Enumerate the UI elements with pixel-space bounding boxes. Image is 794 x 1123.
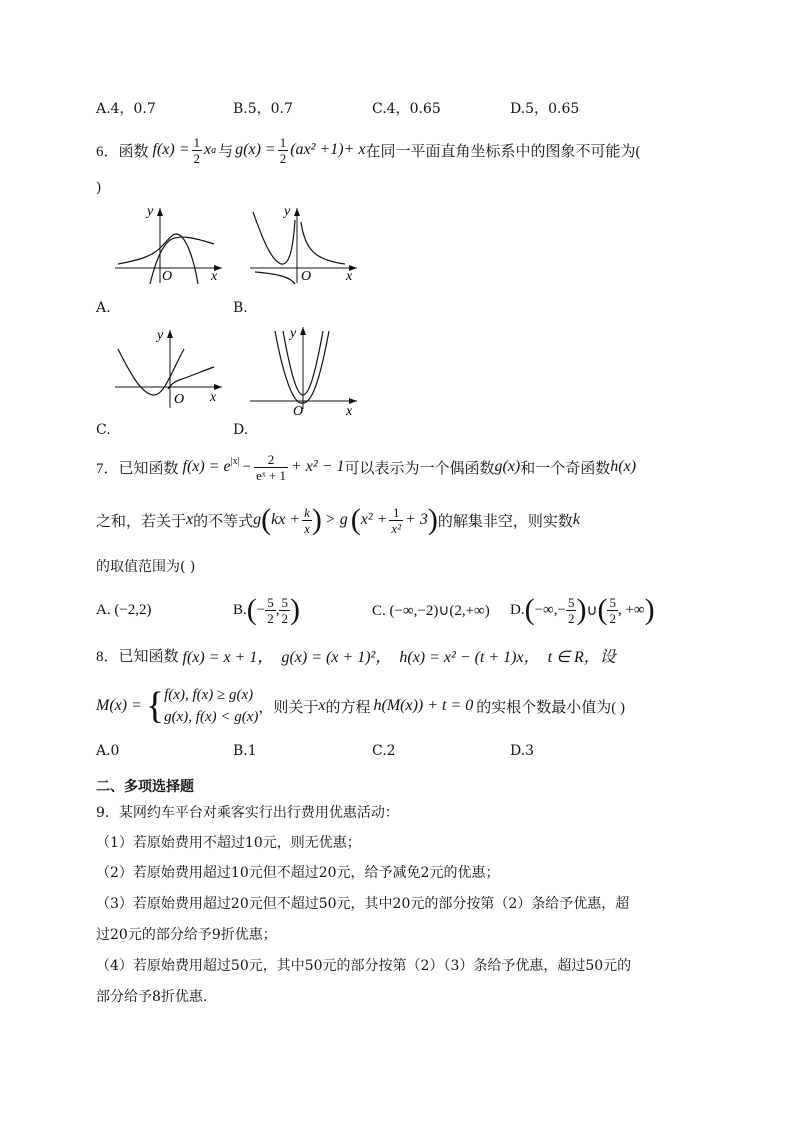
q6-close-paren: ) — [96, 180, 102, 196]
q9-rule3b: 过20元的部分给予9折优惠； — [96, 927, 277, 943]
q9-rule4a: （4）若原始费用超过50元，其中50元的部分按第（2）（3）条给予优惠，超过50元的 — [96, 958, 632, 974]
q7-plus3: + 3 — [405, 511, 428, 528]
q9-rule3a: （3）若原始费用超过20元但不超过50元，其中20元的部分按第（2）条给予优惠，超 — [96, 896, 630, 912]
q5-option-b: B.5，0.7 — [233, 101, 293, 117]
q7-pre: 已知函数 — [118, 460, 179, 477]
q7-gt: > g — [324, 511, 348, 528]
q6-pre: 函数 — [118, 143, 149, 160]
q7-k-frac: $\frac{k}{x}$ — [304, 504, 310, 536]
q7-option-b-frac2: $\frac{5}{2}$ — [281, 594, 288, 626]
graph-b-x-label: x — [346, 269, 353, 284]
graph-d-y-arrow — [300, 327, 306, 335]
q7-option-b-frac1: $\frac{5}{2}$ — [267, 594, 274, 626]
q7-option-d-frac1: $\frac{5}{2}$ — [567, 594, 575, 626]
q8-eq: h(M(x)) + t = 0 — [373, 697, 474, 714]
graph-b-curve-left — [253, 212, 295, 264]
q6-label-c: C. — [96, 422, 111, 438]
q6-g-inner: (ax² +1)+ x — [290, 141, 366, 158]
q8-cases — [164, 684, 258, 728]
q8-post-mid: 的方程 — [325, 699, 371, 716]
q6-number: 6． — [96, 143, 119, 160]
graph-d-x-label: x — [346, 404, 353, 419]
q7-option-c: C. (−∞,−2)∪(2,+∞) — [372, 602, 490, 619]
q7-option-d-frac2: $\frac{5}{2}$ — [609, 594, 616, 626]
graph-c-origin: O — [174, 392, 185, 407]
q9-rule1: （1）若原始费用不超过10元，则无优惠； — [96, 835, 361, 851]
graph-c-x-label: x — [210, 390, 217, 405]
q6-graph-a — [110, 200, 230, 285]
q7-fx-tail: + x² − 1 — [290, 458, 345, 475]
q8-g: g(x) = (x + 1)²， — [281, 648, 392, 666]
q6-f-exp: a — [211, 144, 217, 156]
q6-f-half: $\frac{1}{2}$ — [193, 134, 201, 166]
q6-graph-c — [110, 325, 230, 410]
q6-f-tail: x — [204, 141, 212, 158]
q7-number: 7． — [96, 460, 119, 477]
q8-h: h(x) = x² − (t + 1)x， — [399, 648, 540, 666]
q7-one-frac: $\frac{1}{\text{x²}}$ — [391, 504, 402, 536]
graph-c-curve-line — [168, 367, 214, 389]
graph-a-y-label: y — [147, 204, 154, 219]
graph-b-curve-left-bottom — [255, 272, 295, 284]
q8-f: f(x) = x + 1， — [182, 648, 274, 666]
graph-b-curve-right-top — [301, 222, 345, 264]
q5-option-a: A.4，0.7 — [96, 101, 156, 117]
section-title: 二、多项选择题 — [96, 779, 194, 795]
q8-option-a: A.0 — [96, 743, 120, 759]
q9-rule2: （2）若原始费用超过10元但不超过20元，给予减免2元的优惠； — [96, 865, 500, 881]
graph-d-origin: O — [293, 404, 304, 419]
q9-intro: 9．某网约车平台对乘客实行出行费用优惠活动： — [96, 805, 399, 821]
q7-frac: $\frac{2}{\text{eˣ + 1}}$ — [256, 451, 286, 483]
q8-post-end: 的实根个数最小值为( ) — [476, 699, 626, 716]
q5-option-d: D.5，0.65 — [510, 101, 580, 117]
q5-option-c: C.4，0.65 — [372, 101, 441, 117]
q6-f-label: f(x) = — [152, 141, 190, 158]
q8-case2: g(x), f(x) < g(x) — [164, 709, 259, 725]
q7-option-d: D. ( −∞,− $\frac{5}{2}$ ) ∪ ( $\frac{5}{2}$ , +∞ ) — [510, 593, 655, 626]
q7-line2-mid: 的不等式 — [193, 513, 254, 530]
q7-line1-text: 可以表示为一个偶函数 — [344, 460, 495, 477]
q8-option-c: C.2 — [372, 743, 396, 759]
q8-option-d: D.3 — [510, 743, 535, 759]
q8-line2: M(x) = { f(x), f(x) ≥ g(x) g(x), f(x) < g(x) ，则关于 x 的方程 h(M(x)) + t = 0 的实根个数最小值为( ) — [96, 685, 626, 727]
graph-d-y-label: y — [290, 326, 297, 341]
q6-graph-d — [245, 325, 365, 419]
q7-line2-pre: 之和，若关于 — [96, 513, 187, 530]
graph-c-y-label: y — [157, 328, 164, 343]
q7-line2: 之和，若关于 x 的不等式 g ( kx + $\frac{k}{x}$ ) > g ( x² + $\frac{1}{\text{x²}}$ + 3 ) 的解集非空，则实数 k — [96, 503, 581, 536]
q7-x2: x² + — [360, 511, 388, 528]
q7-fx: f(x) = e — [182, 458, 231, 475]
q6-label-b: B. — [233, 300, 248, 316]
q6-graph-b — [245, 200, 365, 285]
q8-var-x: x — [318, 697, 326, 714]
q8-t: t ∈ R，设 — [547, 648, 616, 666]
q7-var-k: k — [572, 511, 581, 528]
q7-minus: − — [242, 458, 252, 475]
q7-gx: g(x) — [494, 458, 521, 475]
q7-fx-exp: |x| — [230, 456, 240, 467]
q6-g-label: g(x) = — [235, 141, 276, 158]
q8-case1: f(x), f(x) ≥ g(x) — [164, 687, 254, 703]
q6-label-d: D. — [233, 422, 249, 438]
q8-option-b: B.1 — [233, 743, 257, 759]
q7-line3: 的取值范围为( ) — [96, 559, 196, 575]
graph-b-origin: O — [301, 269, 312, 284]
q8-line1 — [96, 644, 620, 666]
graph-c-curve-parabola — [118, 349, 184, 395]
q6-post: 在同一平面直角坐标系中的图象不可能为( — [365, 143, 641, 160]
q8-number: 8． — [96, 648, 119, 665]
graph-a-y-arrow — [157, 208, 163, 216]
q7-line2-post: 的解集非空，则实数 — [437, 513, 573, 530]
q7-g1: g — [253, 511, 262, 528]
q6-mid: 与 — [218, 143, 234, 160]
q7-line1 — [96, 446, 636, 488]
q6-label-a: A. — [96, 300, 111, 316]
q7-kx: kx + — [271, 511, 301, 528]
graph-b-y-label: y — [284, 204, 291, 219]
graph-b-y-arrow — [294, 208, 300, 216]
q8-pre: 已知函数 — [118, 648, 179, 665]
q6-g-half: $\frac{1}{2}$ — [279, 134, 287, 166]
q8-M: M(x) = — [96, 697, 142, 714]
q7-hx: h(x) — [610, 458, 637, 475]
q7-var-x: x — [186, 511, 194, 528]
q6-stem — [96, 130, 640, 170]
graph-a-origin: O — [162, 269, 173, 284]
q7-option-a: A. (−2,2) — [96, 601, 152, 618]
graph-c-y-arrow — [167, 330, 173, 338]
q8-post-pre: ，则关于 — [258, 699, 319, 716]
q7-and-text: 和一个奇函数 — [520, 460, 611, 477]
graph-a-x-label: x — [211, 269, 218, 284]
q9-rule4b: 部分给予8折优惠. — [96, 989, 208, 1005]
q7-option-b: B. ( − $\frac{5}{2}$ , $\frac{5}{2}$ ) — [233, 593, 300, 626]
